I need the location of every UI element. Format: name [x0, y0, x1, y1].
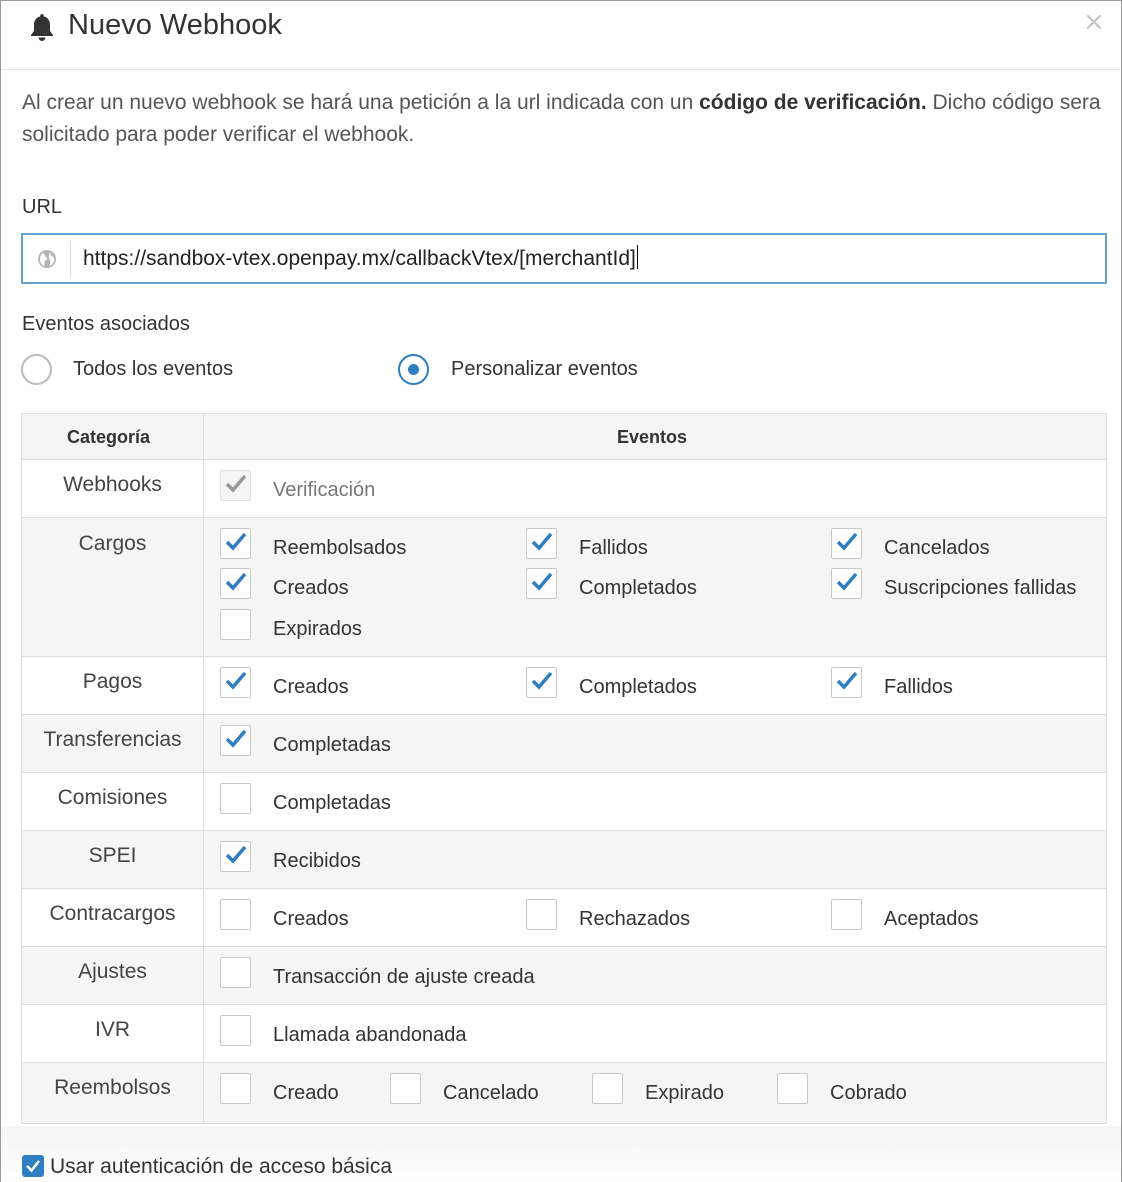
table-row-cargos — [22, 518, 1106, 657]
event-label: Expirado — [645, 1082, 724, 1104]
events-label: Eventos asociados — [22, 313, 190, 335]
table-row-ivr — [22, 1005, 1106, 1063]
event-label: Rechazados — [579, 908, 691, 930]
column-divider — [203, 947, 204, 1004]
event-label: Transacción de ajuste creada — [273, 966, 535, 988]
radio-custom-events[interactable] — [398, 354, 429, 385]
checkbox-pagos-completados[interactable] — [526, 667, 557, 698]
table-row-webhooks — [22, 460, 1106, 518]
intro-text-start: Al crear un nuevo webhook se hará una petición a la url indicada con un — [22, 91, 700, 114]
checkbox-cargos-reembolsados[interactable] — [220, 528, 251, 559]
column-divider — [203, 889, 204, 946]
intro-text — [22, 87, 1102, 151]
checkmark-icon — [24, 1157, 42, 1175]
checkbox-cargos-suscripciones-fallidas[interactable] — [831, 568, 862, 599]
header-events: Eventos — [617, 427, 688, 447]
checkbox-reembolsos-cancelado[interactable] — [390, 1073, 421, 1104]
event-label: Cancelados — [884, 537, 990, 559]
table-row-pagos — [22, 657, 1106, 715]
radio-all-events-label[interactable]: Todos los eventos — [73, 358, 234, 380]
event-label: Fallidos — [884, 676, 953, 698]
checkmark-icon — [834, 529, 860, 555]
checkbox-contracargos-aceptados[interactable] — [831, 899, 862, 930]
category-label: Contracargos — [49, 902, 176, 925]
text-caret — [637, 245, 638, 269]
category-label: Transferencias — [43, 728, 182, 751]
checkbox-transferencias-completadas[interactable] — [220, 725, 251, 756]
intro-text-bold: código de verificación. — [699, 91, 927, 114]
event-label: Creados — [273, 676, 349, 698]
event-label: Creados — [273, 908, 349, 930]
checkmark-icon — [223, 726, 249, 752]
event-label: Expirados — [273, 618, 362, 640]
table-row-transferencias — [22, 715, 1106, 773]
column-divider — [203, 1063, 204, 1123]
table-row-reembolsos — [22, 1063, 1106, 1123]
table-row-ajustes — [22, 947, 1106, 1005]
url-input[interactable] — [21, 233, 1107, 284]
dialog-title: Nuevo Webhook — [68, 9, 282, 41]
radio-all-events[interactable] — [21, 354, 52, 385]
event-label: Aceptados — [884, 908, 979, 930]
basic-auth-label[interactable]: Usar autenticación de acceso básica — [50, 1155, 393, 1178]
url-input-text: https://sandbox-vtex.openpay.mx/callbackVtex/[merchantId] — [83, 247, 636, 270]
checkmark-icon — [529, 529, 555, 555]
table-header-row — [22, 414, 1106, 460]
radio-custom-events-label[interactable]: Personalizar eventos — [451, 358, 638, 380]
event-label: Cancelado — [443, 1082, 539, 1104]
table-row-contracargos — [22, 889, 1106, 947]
bell-icon — [28, 12, 56, 42]
checkbox-reembolsos-cobrado[interactable] — [777, 1073, 808, 1104]
intro-text-end: Dicho código sera solicitado para poder verificar el webhook. — [22, 91, 1101, 146]
event-label: Verificación — [273, 479, 376, 501]
column-divider — [203, 518, 204, 656]
checkmark-icon — [223, 668, 249, 694]
checkmark-icon — [223, 569, 249, 595]
column-divider — [203, 460, 204, 517]
checkmark-icon — [834, 668, 860, 694]
checkbox-cargos-creados[interactable] — [220, 568, 251, 599]
checkmark-icon — [223, 529, 249, 555]
events-table — [21, 413, 1107, 1124]
url-label: URL — [22, 196, 63, 218]
checkbox-spei-recibidos[interactable] — [220, 841, 251, 872]
event-label: Creado — [273, 1082, 339, 1104]
checkbox-basic-auth[interactable] — [22, 1155, 44, 1177]
event-label: Cobrado — [830, 1082, 907, 1104]
checkmark-icon — [529, 569, 555, 595]
event-label: Completados — [579, 676, 697, 698]
event-label: Creados — [273, 577, 349, 599]
category-label: Comisiones — [57, 786, 168, 809]
checkbox-comisiones-completadas[interactable] — [220, 783, 251, 814]
checkbox-cargos-cancelados[interactable] — [831, 528, 862, 559]
checkbox-ivr-llamada-abandonada[interactable] — [220, 1015, 251, 1046]
header-category: Categoría — [67, 427, 151, 447]
event-label: Recibidos — [273, 850, 361, 872]
category-label: Reembolsos — [54, 1076, 171, 1099]
category-label: Ajustes — [78, 960, 147, 983]
globe-icon — [37, 249, 57, 269]
checkbox-webhooks-verificacion — [220, 470, 251, 501]
event-label: Completadas — [273, 734, 391, 756]
event-label: Suscripciones fallidas — [884, 577, 1077, 599]
checkbox-reembolsos-creado[interactable] — [220, 1073, 251, 1104]
checkbox-reembolsos-expirado[interactable] — [592, 1073, 623, 1104]
dialog-header — [1, 1, 1121, 70]
checkmark-icon — [223, 471, 249, 497]
checkmark-icon — [529, 668, 555, 694]
table-row-spei — [22, 831, 1106, 889]
column-divider — [203, 831, 204, 888]
event-label: Completados — [579, 577, 697, 599]
category-label: Webhooks — [63, 473, 162, 496]
checkbox-contracargos-creados[interactable] — [220, 899, 251, 930]
checkbox-pagos-fallidos[interactable] — [831, 667, 862, 698]
event-label: Fallidos — [579, 537, 648, 559]
column-divider — [203, 414, 204, 459]
checkbox-cargos-fallidos[interactable] — [526, 528, 557, 559]
checkbox-cargos-expirados[interactable] — [220, 609, 251, 640]
url-input-value[interactable] — [83, 245, 638, 271]
checkbox-cargos-completados[interactable] — [526, 568, 557, 599]
checkbox-contracargos-rechazados[interactable] — [526, 899, 557, 930]
url-input-divider — [70, 241, 71, 277]
category-label: Pagos — [82, 670, 143, 693]
checkmark-icon — [223, 842, 249, 868]
checkbox-pagos-creados[interactable] — [220, 667, 251, 698]
column-divider — [203, 657, 204, 714]
column-divider — [203, 1005, 204, 1062]
column-divider — [203, 715, 204, 772]
category-label: Cargos — [78, 532, 147, 555]
category-label: SPEI — [88, 844, 137, 867]
event-label: Completadas — [273, 792, 391, 814]
event-label: Llamada abandonada — [273, 1024, 467, 1046]
checkbox-ajustes-transaccion[interactable] — [220, 957, 251, 988]
column-divider — [203, 773, 204, 830]
checkmark-icon — [834, 569, 860, 595]
event-label: Reembolsados — [273, 537, 407, 559]
category-label: IVR — [94, 1018, 130, 1041]
close-icon[interactable]: × — [1083, 7, 1105, 37]
table-row-comisiones — [22, 773, 1106, 831]
